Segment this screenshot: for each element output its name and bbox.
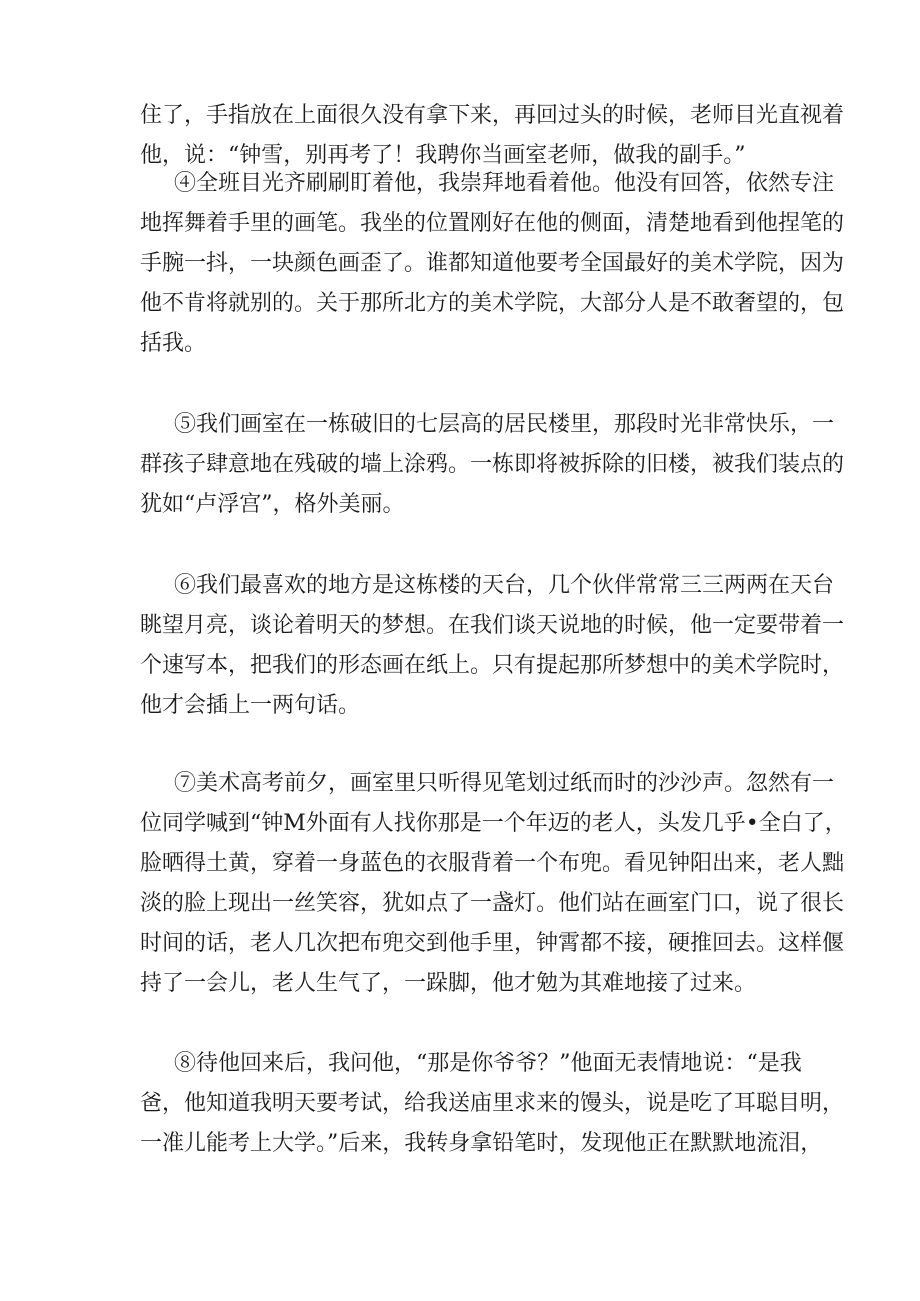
text-line: ⑥我们最喜欢的地方是这栋楼的天台，几个伙伴常常三三两两在天台 bbox=[174, 573, 835, 598]
text-line: 群孩子肆意地在残破的墙上涂鸦。一栋即将被拆除的旧楼，被我们装点的 bbox=[140, 452, 845, 477]
text-line: 眺望月亮，谈论着明天的梦想。在我们谈天说地的时候，他一定要带着一 bbox=[140, 613, 845, 638]
text-line: 他才会插上一两句话。 bbox=[140, 693, 361, 718]
text-line: ⑧待他回来后，我问他，“那是你爷爷？”他面无表情地说：“是我 bbox=[174, 1051, 802, 1076]
text-line: 持了一会儿，老人生气了，一跺脚，他才勉为其难地接了过来。 bbox=[140, 971, 757, 996]
text-line: 住了，手指放在上面很久没有拿下来，再回过头的时候，老师目光直视着 bbox=[140, 103, 845, 128]
text-line: 爸，他知道我明天要考试，给我送庙里求来的馒头，说是吃了耳聪目明， bbox=[140, 1091, 845, 1116]
text-line: ⑦美术高考前夕，画室里只听得见笔划过纸而时的沙沙声。忽然有一 bbox=[174, 771, 835, 796]
text-line: 时间的话，老人几次把布兜交到他手里，钟霄都不接，硬推回去。这样偃 bbox=[140, 931, 845, 956]
text-line: 地挥舞着手里的画笔。我坐的位置刚好在他的侧面，清楚地看到他捏笔的 bbox=[140, 211, 845, 236]
paragraph-6 bbox=[140, 566, 845, 726]
paragraph-7 bbox=[140, 764, 847, 1004]
text-line: ⑤我们画室在一栋破旧的七层高的居民楼里，那段时光非常快乐，一 bbox=[174, 412, 835, 437]
paragraph-5 bbox=[140, 405, 845, 525]
text-line: 个速写本，把我们的形态画在纸上。只有提起那所梦想中的美术学院时， bbox=[140, 653, 845, 678]
text-line: 括我。 bbox=[140, 331, 207, 356]
text-line: 位同学喊到“钟M外面有人找你那是一个年迈的老人，头发几乎•全白了， bbox=[140, 811, 847, 836]
paragraph-8 bbox=[140, 1044, 845, 1164]
text-line: 一准儿能考上大学。”后来，我转身拿铅笔时，发现他正在默默地流泪， bbox=[140, 1131, 823, 1156]
paragraph-4 bbox=[140, 164, 845, 364]
text-line: 犹如“卢浮宫”，格外美丽。 bbox=[140, 492, 405, 517]
text-line: 淡的脸上现出一丝笑容，犹如点了一盏灯。他们站在画室门口，说了很长 bbox=[140, 891, 845, 916]
text-line: 他不肯将就别的。关于那所北方的美术学院，大部分人是不敢奢望的，包 bbox=[140, 291, 845, 316]
text-line: ④全班目光齐刷刷盯着他，我崇拜地看着他。他没有回答，依然专注 bbox=[174, 171, 835, 196]
text-line: 脸晒得土黄，穿着一身蓝色的衣服背着一个布兜。看见钟阳出来，老人黜 bbox=[140, 851, 845, 876]
text-line: 他，说：“钟雪，别再考了！我聘你当画室老师，做我的副手。” bbox=[140, 143, 746, 168]
text-line: 手腕一抖，一块颜色画歪了。谁都知道他要考全国最好的美术学院，因为 bbox=[140, 251, 845, 276]
